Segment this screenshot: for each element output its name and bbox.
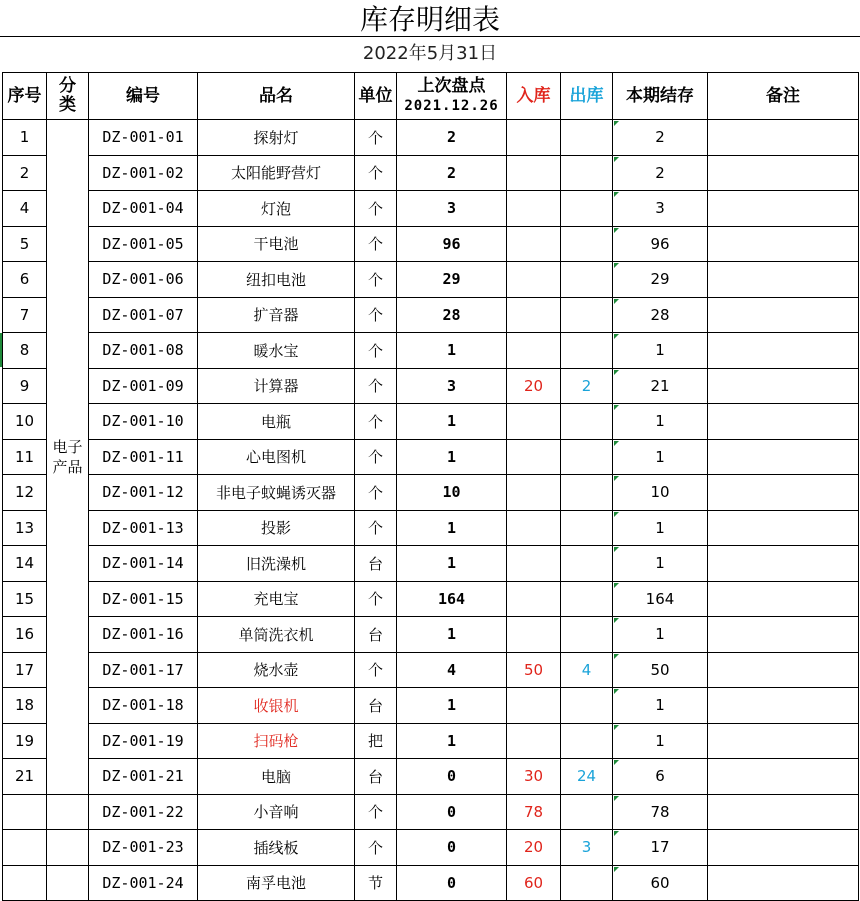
cell-in[interactable] <box>507 723 561 759</box>
cell-note[interactable] <box>708 546 859 582</box>
cell-unit[interactable]: 个 <box>355 120 397 156</box>
balance-value: 1 <box>655 447 665 466</box>
cell-balance[interactable] <box>613 581 708 617</box>
cell-unit[interactable]: 个 <box>355 155 397 191</box>
formula-flag-icon <box>614 370 619 375</box>
cell-out[interactable]: 3 <box>561 830 613 866</box>
balance-value: 78 <box>650 802 670 821</box>
cell-prev-count[interactable]: 96 <box>397 226 507 262</box>
cell-code[interactable]: DZ-001-06 <box>89 262 198 298</box>
cell-note[interactable] <box>708 794 859 830</box>
cell-out[interactable] <box>561 333 613 369</box>
cell-code[interactable]: DZ-001-09 <box>89 368 198 404</box>
cell-unit[interactable]: 个 <box>355 794 397 830</box>
cell-balance[interactable] <box>613 262 708 298</box>
cell-seq[interactable]: 4 <box>3 191 47 227</box>
cell-unit[interactable]: 个 <box>355 404 397 440</box>
cell-seq[interactable]: 8 <box>3 333 47 369</box>
cell-unit[interactable]: 个 <box>355 652 397 688</box>
cell-out[interactable] <box>561 439 613 475</box>
table-row <box>3 191 859 227</box>
cell-out[interactable]: 2 <box>561 368 613 404</box>
cell-unit[interactable]: 个 <box>355 333 397 369</box>
cell-balance[interactable] <box>613 510 708 546</box>
cell-code[interactable]: DZ-001-11 <box>89 439 198 475</box>
cell-in[interactable] <box>507 333 561 369</box>
cell-prev-count[interactable]: 0 <box>397 794 507 830</box>
cell-in[interactable]: 78 <box>507 794 561 830</box>
formula-flag-icon <box>614 796 619 801</box>
cell-name[interactable]: 南孚电池 <box>198 865 355 901</box>
cell-note[interactable] <box>708 510 859 546</box>
cell-note[interactable] <box>708 439 859 475</box>
cell-note[interactable] <box>708 617 859 653</box>
cell-name[interactable]: 扫码枪 <box>198 723 355 759</box>
cell-out[interactable] <box>561 581 613 617</box>
balance-value: 164 <box>645 589 675 608</box>
cell-in[interactable]: 20 <box>507 368 561 404</box>
cell-out[interactable]: 24 <box>561 759 613 795</box>
table-row <box>3 546 859 582</box>
cell-note[interactable] <box>708 120 859 156</box>
cell-prev-count[interactable]: 0 <box>397 830 507 866</box>
balance-value: 1 <box>655 341 665 360</box>
cell-seq[interactable]: 21 <box>3 759 47 795</box>
cell-name[interactable]: 纽扣电池 <box>198 262 355 298</box>
table-body <box>3 120 859 901</box>
cell-code[interactable]: DZ-001-05 <box>89 226 198 262</box>
cell-code[interactable]: DZ-001-15 <box>89 581 198 617</box>
cell-in[interactable]: 20 <box>507 830 561 866</box>
header-in[interactable]: 入库 <box>507 73 561 120</box>
cell-prev-count[interactable]: 3 <box>397 368 507 404</box>
formula-flag-icon <box>614 476 619 481</box>
cell-seq[interactable]: 11 <box>3 439 47 475</box>
formula-flag-icon <box>614 228 619 233</box>
table-row <box>3 830 859 866</box>
cell-name[interactable]: 旧洗澡机 <box>198 546 355 582</box>
cell-seq[interactable] <box>3 794 47 830</box>
table-row <box>3 723 859 759</box>
cell-prev-count[interactable]: 29 <box>397 262 507 298</box>
cell-out[interactable] <box>561 546 613 582</box>
cell-code[interactable]: DZ-001-08 <box>89 333 198 369</box>
table-row <box>3 652 859 688</box>
balance-value: 1 <box>655 554 665 573</box>
cell-in[interactable] <box>507 155 561 191</box>
cell-note[interactable] <box>708 262 859 298</box>
cell-unit[interactable]: 个 <box>355 581 397 617</box>
cell-in[interactable] <box>507 297 561 333</box>
cell-out[interactable] <box>561 510 613 546</box>
cell-seq[interactable]: 7 <box>3 297 47 333</box>
cell-seq[interactable]: 13 <box>3 510 47 546</box>
table-row <box>3 120 859 156</box>
table-row <box>3 510 859 546</box>
cell-out[interactable] <box>561 191 613 227</box>
cell-prev-count[interactable]: 164 <box>397 581 507 617</box>
cell-name[interactable]: 插线板 <box>198 830 355 866</box>
formula-flag-icon <box>614 157 619 162</box>
formula-flag-icon <box>614 831 619 836</box>
cell-unit[interactable]: 个 <box>355 510 397 546</box>
cell-seq[interactable]: 5 <box>3 226 47 262</box>
cell-prev-count[interactable]: 3 <box>397 191 507 227</box>
formula-flag-icon <box>614 654 619 659</box>
cell-in[interactable] <box>507 120 561 156</box>
cell-seq[interactable]: 16 <box>3 617 47 653</box>
cell-code[interactable]: DZ-001-01 <box>89 120 198 156</box>
balance-value: 17 <box>650 838 670 857</box>
cell-code[interactable]: DZ-001-02 <box>89 155 198 191</box>
cell-in[interactable] <box>507 546 561 582</box>
cell-out[interactable] <box>561 617 613 653</box>
cell-prev-count[interactable]: 1 <box>397 688 507 724</box>
cell-prev-count[interactable]: 10 <box>397 475 507 511</box>
cell-seq[interactable]: 19 <box>3 723 47 759</box>
balance-value: 3 <box>655 199 665 218</box>
cell-note[interactable] <box>708 155 859 191</box>
formula-flag-icon <box>614 263 619 268</box>
cell-balance[interactable] <box>613 439 708 475</box>
cell-name[interactable]: 暖水宝 <box>198 333 355 369</box>
table-row <box>3 404 859 440</box>
header-category-label: 分类 <box>59 76 76 115</box>
cell-seq[interactable] <box>3 865 47 901</box>
table-row <box>3 155 859 191</box>
cell-balance[interactable] <box>613 475 708 511</box>
table-row <box>3 617 859 653</box>
balance-value: 6 <box>655 767 665 786</box>
cell-balance[interactable] <box>613 368 708 404</box>
cell-seq[interactable]: 18 <box>3 688 47 724</box>
cell-prev-count[interactable]: 1 <box>397 404 507 440</box>
cell-code[interactable]: DZ-001-14 <box>89 546 198 582</box>
cell-in[interactable] <box>507 191 561 227</box>
cell-out[interactable]: 4 <box>561 652 613 688</box>
cell-unit[interactable]: 个 <box>355 226 397 262</box>
cell-prev-count[interactable]: 28 <box>397 297 507 333</box>
cell-note[interactable] <box>708 723 859 759</box>
cell-in[interactable]: 50 <box>507 652 561 688</box>
cell-balance[interactable] <box>613 333 708 369</box>
cell-out[interactable] <box>561 865 613 901</box>
balance-value: 1 <box>655 412 665 431</box>
cell-out[interactable] <box>561 120 613 156</box>
cell-name[interactable]: 计算器 <box>198 368 355 404</box>
balance-value: 60 <box>650 873 670 892</box>
table-row <box>3 368 859 404</box>
table-row <box>3 439 859 475</box>
cell-out[interactable] <box>561 688 613 724</box>
cell-name[interactable]: 扩音器 <box>198 297 355 333</box>
formula-flag-icon <box>614 441 619 446</box>
cell-out[interactable] <box>561 155 613 191</box>
header-unit[interactable]: 单位 <box>355 73 397 120</box>
cell-in[interactable]: 60 <box>507 865 561 901</box>
cell-category[interactable] <box>47 120 89 795</box>
formula-flag-icon <box>614 405 619 410</box>
cell-unit[interactable]: 台 <box>355 617 397 653</box>
cell-name[interactable]: 电脑 <box>198 759 355 795</box>
table-row <box>3 688 859 724</box>
cell-unit[interactable]: 个 <box>355 297 397 333</box>
cell-balance[interactable] <box>613 226 708 262</box>
cell-code[interactable]: DZ-001-19 <box>89 723 198 759</box>
cell-name[interactable]: 灯泡 <box>198 191 355 227</box>
cell-seq[interactable]: 14 <box>3 546 47 582</box>
category-label: 电子产品 <box>52 437 83 476</box>
header-out[interactable]: 出库 <box>561 73 613 120</box>
formula-flag-icon <box>614 121 619 126</box>
cell-balance[interactable] <box>613 652 708 688</box>
cell-in[interactable] <box>507 475 561 511</box>
cell-seq[interactable]: 9 <box>3 368 47 404</box>
cell-prev-count[interactable]: 1 <box>397 510 507 546</box>
cell-code[interactable]: DZ-001-07 <box>89 297 198 333</box>
formula-flag-icon <box>614 299 619 304</box>
cell-prev-count[interactable]: 1 <box>397 439 507 475</box>
cell-name[interactable]: 收银机 <box>198 688 355 724</box>
header-balance[interactable]: 本期结存 <box>613 73 708 120</box>
cell-unit[interactable]: 台 <box>355 688 397 724</box>
cell-code[interactable]: DZ-001-10 <box>89 404 198 440</box>
cell-prev-count[interactable]: 1 <box>397 723 507 759</box>
balance-value: 28 <box>650 305 670 324</box>
balance-value: 1 <box>655 696 665 715</box>
cell-out[interactable] <box>561 794 613 830</box>
cell-code[interactable]: DZ-001-17 <box>89 652 198 688</box>
cell-code[interactable]: DZ-001-21 <box>89 759 198 795</box>
header-category[interactable] <box>47 73 89 120</box>
table-row <box>3 794 859 830</box>
formula-flag-icon <box>614 334 619 339</box>
cell-note[interactable] <box>708 475 859 511</box>
cell-in[interactable] <box>507 617 561 653</box>
cell-balance[interactable] <box>613 759 708 795</box>
balance-value: 1 <box>655 731 665 750</box>
cell-in[interactable] <box>507 439 561 475</box>
cell-seq[interactable] <box>3 830 47 866</box>
formula-flag-icon <box>614 618 619 623</box>
cell-prev-count[interactable]: 0 <box>397 759 507 795</box>
cell-out[interactable] <box>561 226 613 262</box>
cell-code[interactable]: DZ-001-23 <box>89 830 198 866</box>
table-row <box>3 297 859 333</box>
formula-flag-icon <box>614 867 619 872</box>
cell-seq[interactable]: 1 <box>3 120 47 156</box>
cell-name[interactable]: 烧水壶 <box>198 652 355 688</box>
balance-value: 21 <box>650 376 670 395</box>
cell-unit[interactable]: 节 <box>355 865 397 901</box>
cell-in[interactable] <box>507 262 561 298</box>
cell-name[interactable]: 小音响 <box>198 794 355 830</box>
header-row <box>3 73 859 120</box>
cell-balance[interactable] <box>613 404 708 440</box>
cell-name[interactable]: 充电宝 <box>198 581 355 617</box>
cell-prev-count[interactable]: 2 <box>397 155 507 191</box>
cell-code[interactable]: DZ-001-13 <box>89 510 198 546</box>
header-prev-count[interactable] <box>397 73 507 120</box>
header-seq[interactable]: 序号 <box>3 73 47 120</box>
cell-note[interactable] <box>708 830 859 866</box>
cell-name[interactable]: 太阳能野营灯 <box>198 155 355 191</box>
table-row <box>3 226 859 262</box>
table-row <box>3 333 859 369</box>
formula-flag-icon <box>614 192 619 197</box>
cell-name[interactable]: 单筒洗衣机 <box>198 617 355 653</box>
table-row <box>3 475 859 511</box>
cell-unit[interactable]: 个 <box>355 830 397 866</box>
cell-name[interactable]: 电瓶 <box>198 404 355 440</box>
cell-name[interactable]: 探射灯 <box>198 120 355 156</box>
cell-note[interactable] <box>708 688 859 724</box>
header-note[interactable]: 备注 <box>708 73 859 120</box>
cell-unit[interactable]: 个 <box>355 475 397 511</box>
balance-value: 29 <box>650 270 670 289</box>
cell-code[interactable]: DZ-001-18 <box>89 688 198 724</box>
cell-code[interactable]: DZ-001-12 <box>89 475 198 511</box>
cell-unit[interactable]: 个 <box>355 439 397 475</box>
cell-balance[interactable] <box>613 120 708 156</box>
cell-in[interactable]: 30 <box>507 759 561 795</box>
cell-note[interactable] <box>708 297 859 333</box>
cell-seq[interactable]: 2 <box>3 155 47 191</box>
cell-unit[interactable]: 台 <box>355 546 397 582</box>
cell-unit[interactable]: 台 <box>355 759 397 795</box>
balance-value: 2 <box>655 163 665 182</box>
cell-prev-count[interactable]: 2 <box>397 120 507 156</box>
sheet-title[interactable]: 库存明细表 <box>0 0 860 37</box>
header-code[interactable]: 编号 <box>89 73 198 120</box>
cell-balance[interactable] <box>613 865 708 901</box>
cell-seq[interactable]: 17 <box>3 652 47 688</box>
cell-balance[interactable] <box>613 155 708 191</box>
cell-code[interactable]: DZ-001-22 <box>89 794 198 830</box>
balance-value: 2 <box>655 128 665 147</box>
cell-name[interactable]: 心电图机 <box>198 439 355 475</box>
cell-balance[interactable] <box>613 191 708 227</box>
cell-code[interactable]: DZ-001-16 <box>89 617 198 653</box>
cell-note[interactable] <box>708 759 859 795</box>
cell-balance[interactable] <box>613 830 708 866</box>
cell-unit[interactable]: 把 <box>355 723 397 759</box>
cell-note[interactable] <box>708 333 859 369</box>
cell-out[interactable] <box>561 475 613 511</box>
formula-flag-icon <box>614 725 619 730</box>
cell-unit[interactable]: 个 <box>355 262 397 298</box>
formula-flag-icon <box>614 760 619 765</box>
cell-code[interactable]: DZ-001-24 <box>89 865 198 901</box>
inventory-table <box>2 72 859 901</box>
header-prev-line1: 上次盘点 <box>417 76 486 96</box>
table-row <box>3 581 859 617</box>
cell-note[interactable] <box>708 865 859 901</box>
cell-note[interactable] <box>708 368 859 404</box>
cell-in[interactable] <box>507 581 561 617</box>
balance-value: 1 <box>655 518 665 537</box>
cell-category-empty[interactable] <box>47 865 89 901</box>
cell-unit[interactable]: 个 <box>355 368 397 404</box>
table-row <box>3 759 859 795</box>
cell-unit[interactable]: 个 <box>355 191 397 227</box>
cell-out[interactable] <box>561 297 613 333</box>
cell-balance[interactable] <box>613 546 708 582</box>
sheet-date[interactable]: 2022年5月31日 <box>362 43 498 64</box>
header-prev-line2: 2021.12.26 <box>404 98 499 114</box>
cell-in[interactable] <box>507 404 561 440</box>
formula-flag-icon <box>614 547 619 552</box>
cell-in[interactable] <box>507 688 561 724</box>
cell-name[interactable]: 干电池 <box>198 226 355 262</box>
cell-out[interactable] <box>561 262 613 298</box>
cell-name[interactable]: 投影 <box>198 510 355 546</box>
cell-prev-count[interactable]: 4 <box>397 652 507 688</box>
table-row <box>3 262 859 298</box>
cell-prev-count[interactable]: 0 <box>397 865 507 901</box>
header-name[interactable]: 品名 <box>198 73 355 120</box>
table-row <box>3 865 859 901</box>
cell-balance[interactable] <box>613 297 708 333</box>
cell-note[interactable] <box>708 191 859 227</box>
cell-note[interactable] <box>708 226 859 262</box>
cell-note[interactable] <box>708 581 859 617</box>
cell-balance[interactable] <box>613 688 708 724</box>
cell-note[interactable] <box>708 652 859 688</box>
cell-category-empty[interactable] <box>47 830 89 866</box>
formula-flag-icon <box>614 583 619 588</box>
cell-name[interactable]: 非电子蚊蝇诱灭器 <box>198 475 355 511</box>
cell-seq[interactable]: 15 <box>3 581 47 617</box>
cell-balance[interactable] <box>613 723 708 759</box>
balance-value: 96 <box>650 234 670 253</box>
cell-in[interactable] <box>507 510 561 546</box>
cell-prev-count[interactable]: 1 <box>397 546 507 582</box>
balance-value: 50 <box>650 660 670 679</box>
cell-category-empty[interactable] <box>47 794 89 830</box>
cell-note[interactable] <box>708 404 859 440</box>
cell-out[interactable] <box>561 723 613 759</box>
cell-out[interactable] <box>561 404 613 440</box>
cell-seq[interactable]: 12 <box>3 475 47 511</box>
cell-in[interactable] <box>507 226 561 262</box>
cell-prev-count[interactable]: 1 <box>397 617 507 653</box>
formula-flag-icon <box>614 512 619 517</box>
balance-value: 1 <box>655 625 665 644</box>
cell-code[interactable]: DZ-001-04 <box>89 191 198 227</box>
formula-flag-icon <box>614 689 619 694</box>
cell-seq[interactable]: 10 <box>3 404 47 440</box>
cell-seq[interactable]: 6 <box>3 262 47 298</box>
cell-balance[interactable] <box>613 617 708 653</box>
cell-prev-count[interactable]: 1 <box>397 333 507 369</box>
cell-balance[interactable] <box>613 794 708 830</box>
balance-value: 10 <box>650 483 670 502</box>
